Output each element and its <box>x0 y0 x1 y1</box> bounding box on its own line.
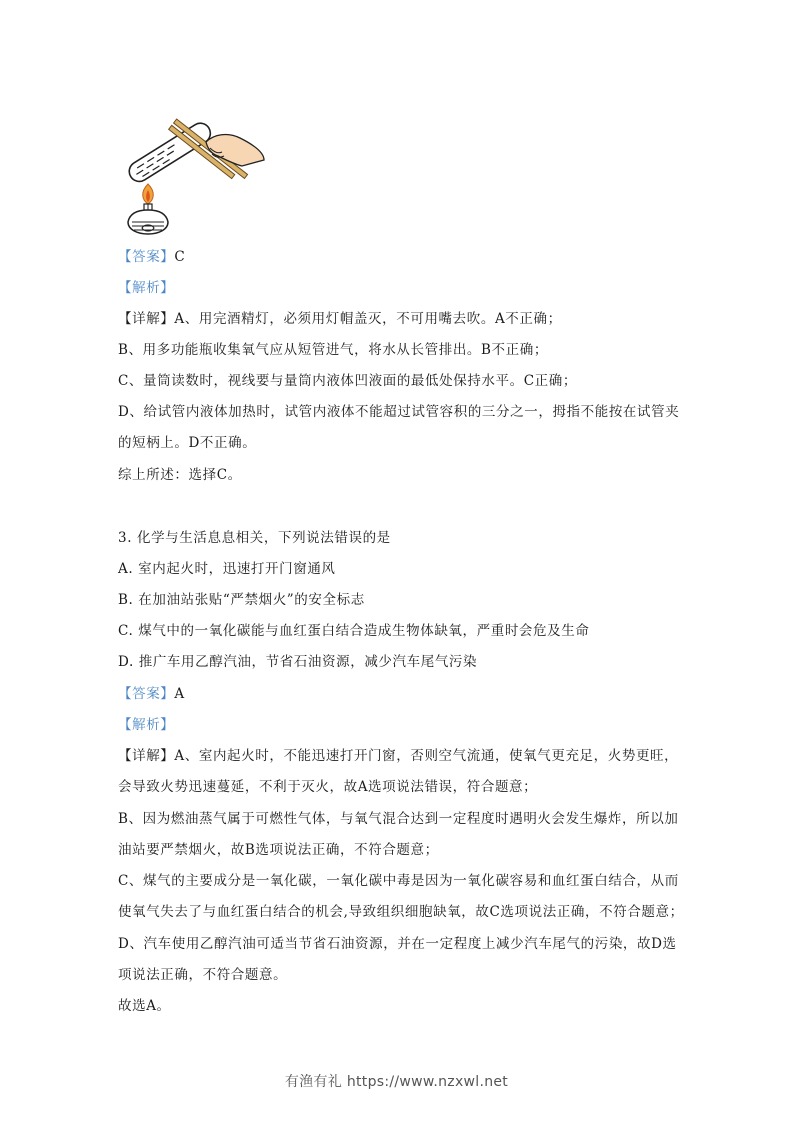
answer-label: 【答案】 <box>118 686 175 702</box>
q3-option-d: D. 推广车用乙醇汽油，节省石油资源，减少汽车尾气污染 <box>118 654 478 670</box>
q3-detail-line-3: B、因为燃油蒸气属于可燃性气体，与氧气混合达到一定程度时遇明火会发生爆炸，所以加 <box>118 811 679 827</box>
q2-analysis-heading <box>118 279 174 297</box>
q2-detail-line-2: B、用多功能瓶收集氧气应从短管进气，将水从长管排出。B不正确； <box>118 342 548 358</box>
q2-detail-line-3: C、量筒读数时，视线要与量筒内液体凹液面的最低处保持水平。C正确； <box>118 373 577 389</box>
q3-detail-line-6: 使氧气失去了与血红蛋白结合的机会,导致组织细胞缺氧，故C选项说法正确，不符合题意； <box>118 904 684 920</box>
q3-option-b: B. 在加油站张贴“严禁烟火”的安全标志 <box>118 592 365 608</box>
q2-conclusion: 综上所述：选择C。 <box>118 467 242 483</box>
detail-text: A、用完酒精灯，必须用灯帽盖灭，不可用嘴去吹。A不正确； <box>174 311 562 327</box>
answer-label: 【答案】 <box>118 249 175 265</box>
analysis-label: 【解析】 <box>118 717 175 733</box>
q3-option-c: C. 煤气中的一氧化碳能与血红蛋白结合造成生物体缺氧，严重时会危及生命 <box>118 623 590 639</box>
q3-conclusion: 故选A。 <box>118 998 171 1014</box>
detail-label: 【详解】 <box>118 748 175 764</box>
q3-detail-line-1 <box>118 747 678 765</box>
q3-analysis-heading <box>118 716 174 734</box>
q2-detail-line-5: 的短柄上。D不正确。 <box>118 435 257 451</box>
q3-option-a: A. 室内起火时，迅速打开门窗通风 <box>118 561 336 577</box>
detail-label: 【详解】 <box>118 311 175 327</box>
footer-watermark: 有渔有礼 https://www.nzxwl.net <box>284 1074 509 1090</box>
q3-detail-line-4: 油站要严禁烟火，故B选项说法正确，不符合题意； <box>118 842 439 858</box>
q2-detail-line-1 <box>118 310 562 328</box>
detail-text: A、室内起火时，不能迅速打开门窗，否则空气流通，使氧气更充足，火势更旺， <box>174 748 679 764</box>
analysis-label: 【解析】 <box>118 280 175 296</box>
answer-value: A <box>174 686 185 702</box>
q3-detail-line-5: C、煤气的主要成分是一氧化碳，一氧化碳中毒是因为一氧化碳容易和血红蛋白结合，从而 <box>118 873 679 889</box>
test-tube-heating-illustration <box>118 112 268 237</box>
q3-detail-line-2: 会导致火势迅速蔓延，不利于灭火，故A选项说法错误，符合题意； <box>118 779 538 795</box>
q3-detail-line-7: D、汽车使用乙醇汽油可适当节省石油资源，并在一定程度上减少汽车尾气的污染，故D选 <box>118 936 677 952</box>
q3-detail-line-8: 项说法正确，不符合题意。 <box>118 967 288 983</box>
q2-detail-line-4: D、给试管内液体加热时，试管内液体不能超过试管容积的三分之一，拇指不能按在试管夹 <box>118 404 680 420</box>
answer-value: C <box>174 249 186 265</box>
q3-answer <box>118 685 185 703</box>
q2-answer <box>118 248 185 266</box>
q3-stem: 3. 化学与生活息息相关，下列说法错误的是 <box>118 530 391 546</box>
